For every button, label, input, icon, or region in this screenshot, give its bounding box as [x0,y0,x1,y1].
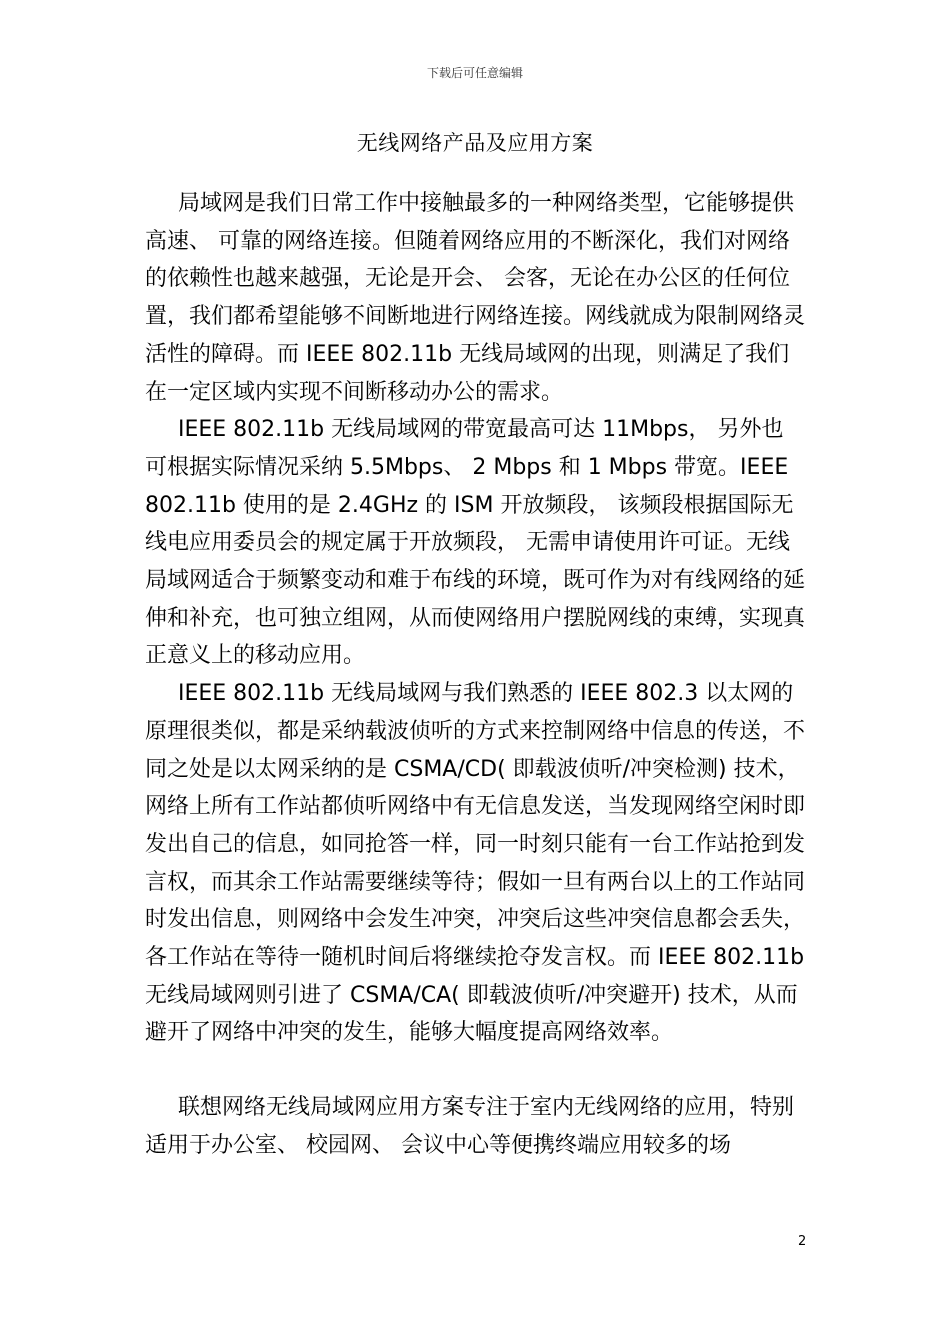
paragraph-2: IEEE 802.11b 无线局域网的带宽最高可达 11Mbps， 另外也可根据实际情况采纳 5.5Mbps、 2 Mbps 和 1 Mbps 带宽。IEEE 802.11b 使用的是 2.4GHz 的 ISM 开放频段， 该频段根据国际无线电应用委员会的规定属于开放频段， 无需申请使用许可证。无线局域网适合于频繁变动和难于布线的环境，既可作为对有线网络的延伸和补充，也可独立组网，从而使网络用户摆脱网线的束缚，实现真正意义上的移动应用。 [145,417,806,669]
document-title: 无线网络产品及应用方案 [356,131,594,155]
page-number: 2 [798,1234,807,1249]
document-body [145,185,805,1165]
paragraph-1: 局域网是我们日常工作中接触最多的一种网络类型，它能够提供高速、 可靠的网络连接。但随着网络应用的不断深化，我们对网络的依赖性也越来越强，无论是开会、 会客，无论在办公区的任何位置，我们都希望能够不间断地进行网络连接。网线就成为限制网络灵活性的障碍。而 IEEE 802.11b 无线局域网的出现，则满足了我们在一定区域内实现不间断移动办公的需求。 [145,191,806,405]
paragraph-4: 联想网络无线局域网应用方案专注于室内无线网络的应用，特别适用于办公室、 校园网、 会议中心等便携终端应用较多的场 [145,1095,795,1158]
header-note: 下载后可任意编辑 [426,66,523,80]
paragraph-3: IEEE 802.11b 无线局域网与我们熟悉的 IEEE 802.3 以太网的原理很类似，都是采纳载波侦听的方式来控制网络中信息的传送，不同之处是以太网采纳的是 CSMA/CD( 即载波侦听/冲突检测) 技术，网络上所有工作站都侦听网络中有无信息发送，当发现网络空闲时即发出自己的信息，如同抢答一样，同一时刻只能有一台工作站抢到发言权，而其余工作站需要继续等待；假如一旦有两台以上的工作站同时发出信息，则网络中会发生冲突，冲突后这些冲突信息都会丢失，各工作站在等待一随机时间后将继续抢夺发言权。而 IEEE 802.11b 无线局域网则引进了 CSMA/CA( 即载波侦听/冲突避开) 技术，从而避开了网络中冲突的发生，能够大幅度提高网络效率。 [145,681,806,1046]
